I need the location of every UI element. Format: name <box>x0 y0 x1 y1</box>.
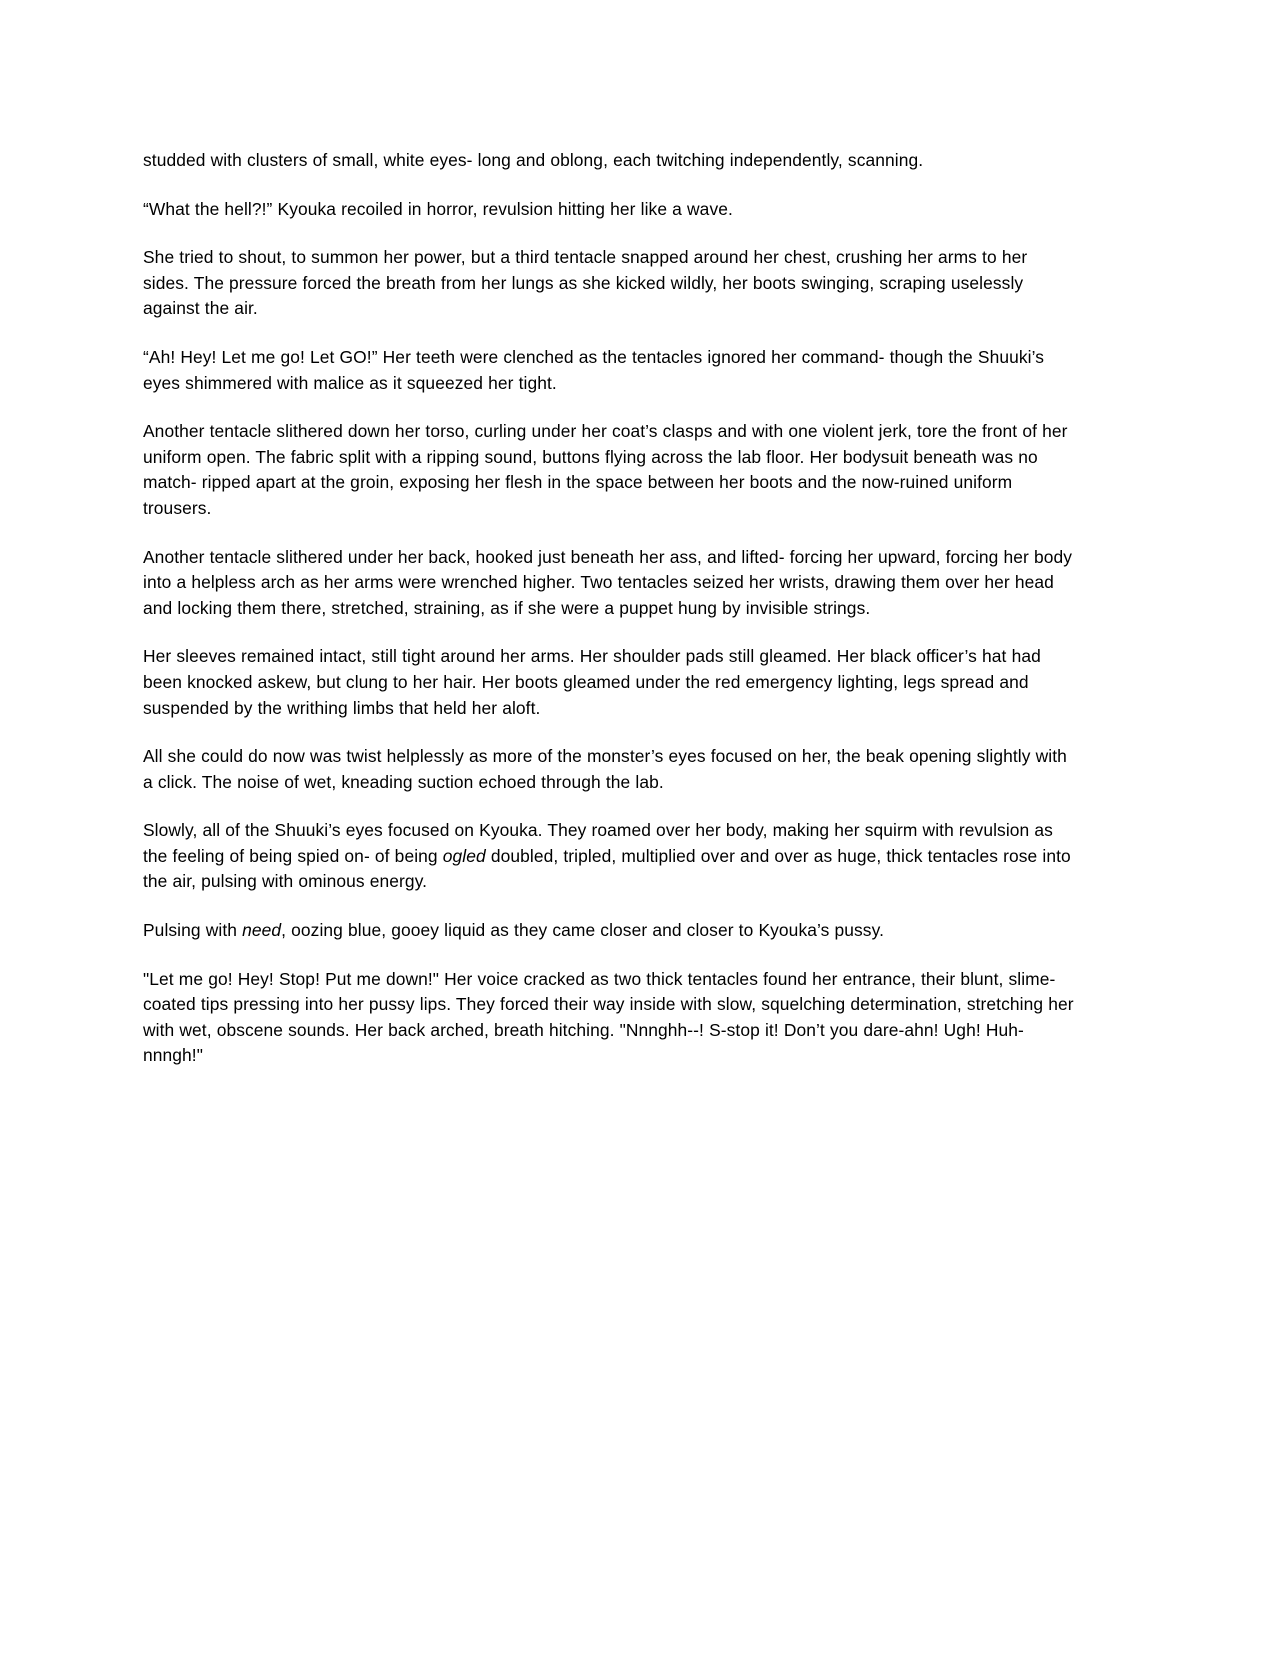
paragraph: studded with clusters of small, white eyes- long and oblong, each twitching independently, scanning. <box>143 150 924 170</box>
text-segment: Slowly, all of the Shuuki’s eyes focused on Kyouka. They roamed over her body, making her squirm with revulsion as the feeling of being spied on- of being <box>143 820 1053 866</box>
paragraph: All she could do now was twist helplessly as more of the monster’s eyes focused on her, the beak opening slightly with a click. The noise of wet, kneading suction echoed through the lab. <box>143 746 1067 792</box>
paragraph: “Ah! Hey! Let me go! Let GO!” Her teeth were clenched as the tentacles ignored her command- though the Shuuki’s eyes shimmered with malice as it squeezed her tight. <box>143 346 1045 393</box>
document-text-body <box>143 148 1075 1069</box>
paragraph: She tried to shout, to summon her power, but a third tentacle snapped around her chest, crushing her arms to her sides. The pressure forced the breath from her lungs as she kicked wildly, her boots swinging, scraping uselessly against the air. <box>143 247 1028 319</box>
paragraph: “What the hell?!” Kyouka recoiled in horror, revulsion hitting her like a wave. <box>143 198 733 219</box>
text-segment: , oozing blue, gooey liquid as they came closer and closer to Kyouka’s pussy. <box>281 920 884 941</box>
emphasized-word: ogled <box>442 845 486 866</box>
paragraph: Another tentacle slithered under her back, hooked just beneath her ass, and lifted- forcing her upward, forcing her body into a helpless arch as her arms were wrenched higher. Two tentacles seized her wrists, drawing them over her head and locking them there, stretched, straining, as if she were a puppet hung by invisible strings. <box>143 546 1073 618</box>
paragraph: "Let me go! Hey! Stop! Put me down!" Her voice cracked as two thick tentacles found her entrance, their blunt, slime-coated tips pressing into her pussy lips. They forced their way inside with slow, squelching determination, stretching her with wet, obscene sounds. Her back arched, breath hitching. "Nnnghh--! S-stop it! Don’t you dare-ahn! Ugh! Huh-nnngh!" <box>143 968 1074 1066</box>
paragraph: Another tentacle slithered down her torso, curling under her coat’s clasps and with one violent jerk, tore the front of her uniform open. The fabric split with a ripping sound, buttons flying across the lab floor. Her bodysuit beneath was no match- ripped apart at the groin, exposing her flesh in the space between her boots and the now-ruined uniform trousers. <box>143 421 1068 518</box>
text-segment: Pulsing with <box>143 920 243 941</box>
emphasized-word: need <box>242 920 282 941</box>
text-segment: doubled, tripled, multiplied over and over as huge, thick tentacles rose into the air, pulsing with ominous energy. <box>143 845 1071 892</box>
paragraph-with-emphasis <box>143 918 1075 944</box>
paragraph: Her sleeves remained intact, still tight around her arms. Her shoulder pads still gleamed. Her black officer’s hat had been knocked askew, but clung to her hair. Her boots gleamed under the red emergency lighting, legs spread and suspended by the writhing limbs that held her aloft. <box>143 646 1041 718</box>
paragraph-with-emphasis <box>143 818 1075 895</box>
